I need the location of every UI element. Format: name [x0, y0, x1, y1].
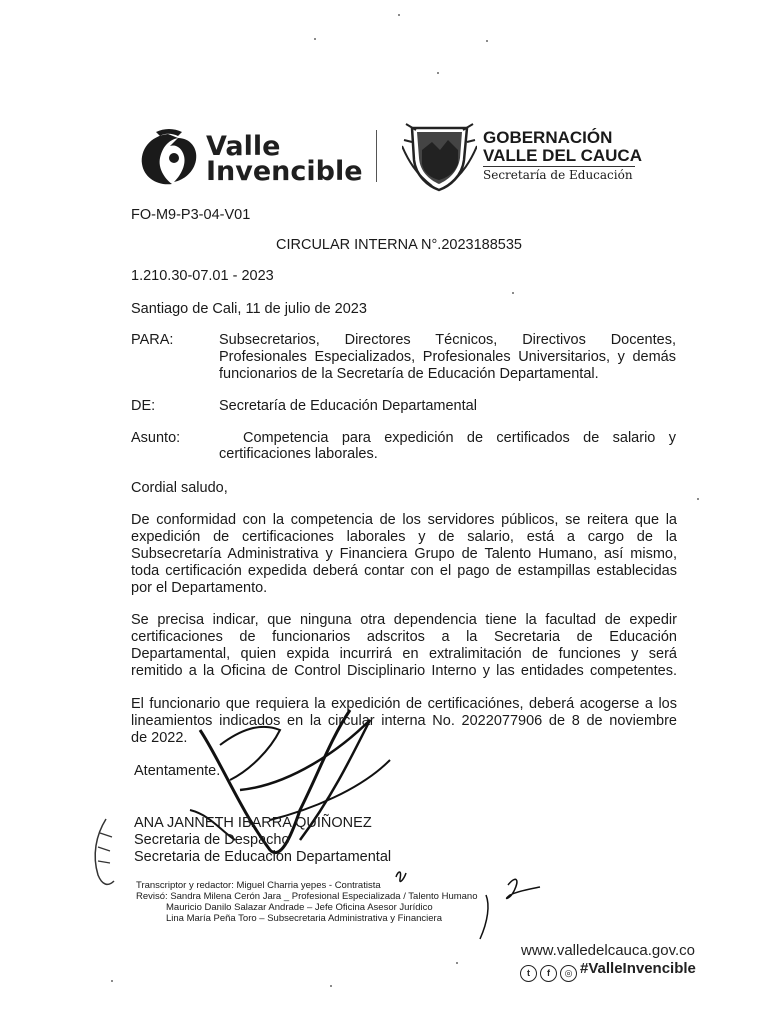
- header-divider: [376, 130, 377, 182]
- paragraph-2-line: remitido a la Oficina de Control Disciplinario Interno y las entidades competentes.: [131, 663, 677, 679]
- signer-title: Secretaria de Despacho: [134, 832, 290, 848]
- paragraph-1-line: Subsecretaría Administrativa y Financiera Grupo de Talento Humano, así mismo,: [131, 546, 677, 562]
- credit-line: Mauricio Danilo Salazar Andrade – Jefe Oficina Asesor Jurídico: [166, 902, 433, 913]
- place-date: Santiago de Cali, 11 de julio de 2023: [131, 301, 367, 317]
- paragraph-3-line: de 2022.: [131, 730, 188, 746]
- scan-speck: [111, 980, 113, 982]
- valle-del-cauca-title: VALLE DEL CAUCA: [483, 146, 642, 165]
- secretaria-educacion-subtitle: Secretaría de Educación: [483, 168, 633, 182]
- scan-speck: [512, 292, 514, 294]
- asunto-line: certificaciones laborales.: [219, 446, 378, 462]
- website-url[interactable]: www.valledelcauca.gov.co: [521, 942, 695, 959]
- paragraph-1-line: toda certificación expedida deberá contar con el pago de estampillas establecidas: [131, 563, 677, 579]
- instagram-icon[interactable]: ◎: [560, 965, 577, 982]
- gobernacion-title: GOBERNACIÓN: [483, 128, 613, 147]
- scan-speck: [314, 38, 316, 40]
- scan-speck: [398, 14, 400, 16]
- scan-speck: [456, 962, 458, 964]
- hashtag: #ValleInvencible: [580, 960, 696, 977]
- para-line: Subsecretarios, Directores Técnicos, Directivos Docentes,: [219, 332, 676, 348]
- scan-speck: [697, 498, 699, 500]
- gov-title-rule: [483, 166, 635, 167]
- paragraph-2-line: Se precisa indicar, que ninguna otra dependencia tiene la facultad de expedir: [131, 612, 677, 628]
- credit-line: Lina María Peña Toro – Subsecretaria Administrativa y Financiera: [166, 913, 442, 924]
- paragraph-2-line: Departamental, quien expida incurrirá en extralimitación de funciones y será: [131, 646, 677, 662]
- de-label: DE:: [131, 398, 156, 414]
- twitter-icon[interactable]: t: [520, 965, 537, 982]
- de-text: Secretaría de Educación Departamental: [219, 398, 477, 414]
- paragraph-1-line: De conformidad con la competencia de los servidores públicos, se reitera que la: [131, 512, 677, 528]
- para-label: PARA:: [131, 332, 174, 348]
- asunto-label: Asunto:: [131, 430, 181, 446]
- margin-stamp: [86, 815, 126, 890]
- paragraph-3-line: El funcionario que requiera la expedición de certificaciónes, deberá acogerse a los: [131, 696, 677, 712]
- signer-name: ANA JANNETH IBARRA QUIÑONEZ: [134, 815, 372, 831]
- brand-line-invencible: Invencible: [206, 156, 363, 187]
- paragraph-2-line: certificaciones de funcionarios adscritos a la Secretaria de Educación: [131, 629, 677, 645]
- scan-speck: [437, 72, 439, 74]
- circular-title: CIRCULAR INTERNA N°.2023188535: [276, 237, 522, 253]
- paragraph-1-line: por el Departamento.: [131, 580, 268, 596]
- paragraph-1-line: expedición de certificaciones laborales y de salario, está a cargo de la: [131, 529, 677, 545]
- closing: Atentamente.: [134, 763, 221, 779]
- social-row: [520, 960, 696, 982]
- signer-department: Secretaria de Educación Departamental: [134, 849, 392, 865]
- credit-line: Revisó: Sandra Milena Cerón Jara _ Profesional Especializada / Talento Humano: [136, 891, 478, 902]
- para-line: Profesionales Especializados, Profesionales Universitarios, y demás: [219, 349, 676, 365]
- paragraph-3-line: lineamientos indicados en la circular interna No. 2022077906 de 8 de noviembre: [131, 713, 677, 729]
- credit-line: Transcriptor y redactor: Miguel Charria yepes - Contratista: [136, 880, 381, 891]
- para-line: funcionarios de la Secretaría de Educación Departamental.: [219, 366, 599, 382]
- reference-number: 1.210.30-07.01 - 2023: [131, 268, 274, 284]
- form-code: FO-M9-P3-04-V01: [131, 207, 251, 223]
- valle-del-cauca-seal: [402, 120, 477, 192]
- brand-line-valle: Valle: [206, 131, 281, 162]
- greeting: Cordial saludo,: [131, 480, 228, 496]
- scan-speck: [330, 985, 332, 987]
- scan-speck: [486, 40, 488, 42]
- facebook-icon[interactable]: f: [540, 965, 557, 982]
- asunto-line: Competencia para expedición de certificados de salario y: [243, 430, 676, 446]
